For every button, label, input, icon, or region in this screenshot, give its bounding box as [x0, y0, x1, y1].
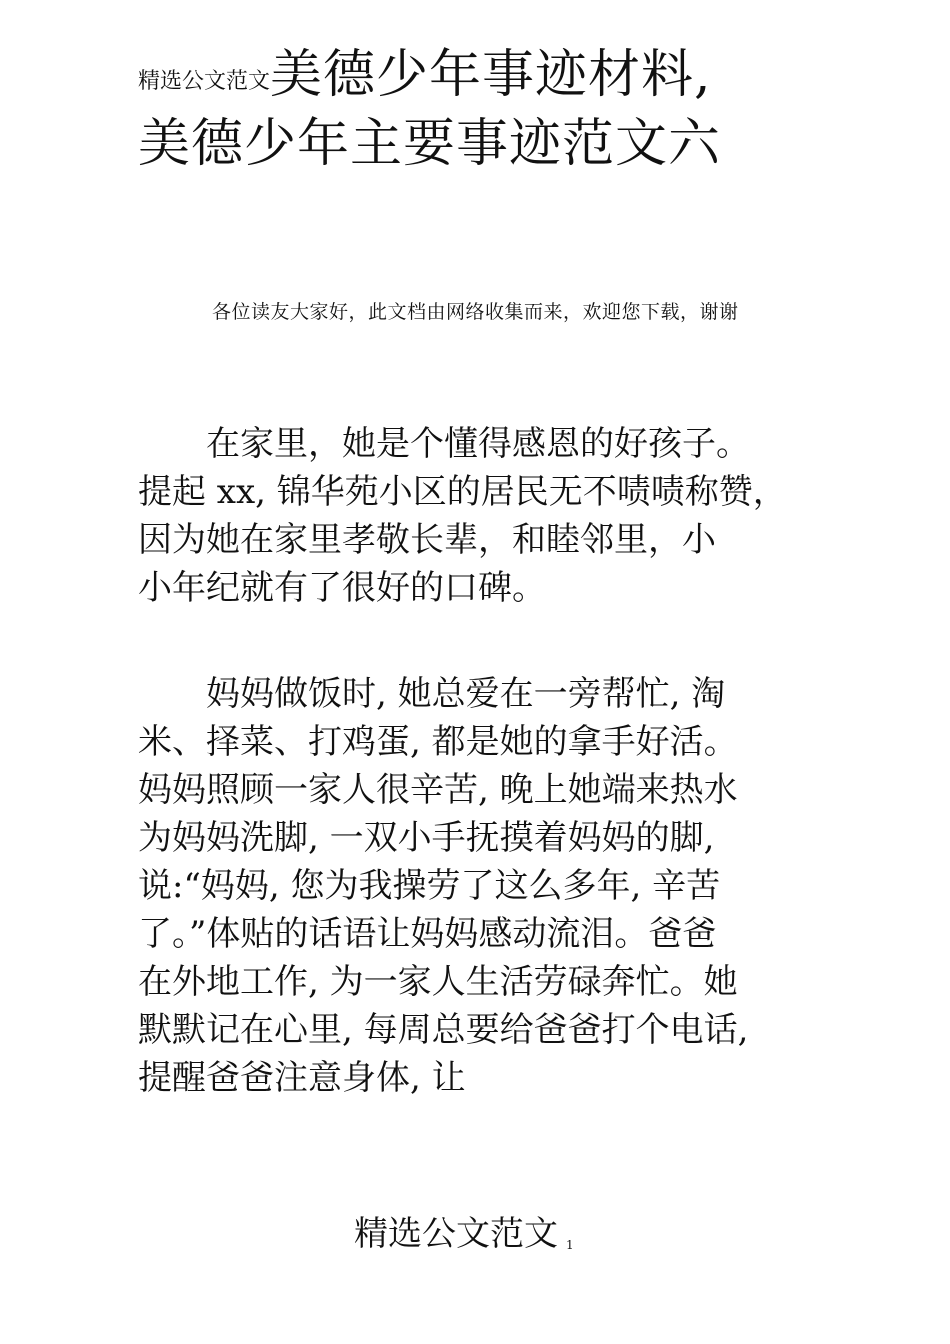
paragraph-line: 为妈妈洗脚, 一双小手抚摸着妈妈的脚, [138, 818, 715, 858]
paragraph-line: 妈妈照顾一家人很辛苦, 晚上她端来热水 [138, 770, 738, 810]
document-title [138, 44, 898, 175]
paragraph-line: 妈妈做饭时, 她总爱在一旁帮忙, 淘 [138, 674, 726, 714]
reader-notice: 各位读友大家好，此文档由网络收集而来，欢迎您下载，谢谢 [212, 301, 739, 323]
title-text-1: 美德少年事迹材料, [270, 45, 712, 105]
title-line-2: 美德少年主要事迹范文六 [138, 114, 722, 174]
paragraph-line: 小年纪就有了很好的口碑。 [138, 568, 546, 608]
title-line-1 [138, 44, 898, 113]
paragraph-line: 在外地工作, 为一家人生活劳碌奔忙。她 [138, 962, 738, 1002]
paragraph-line: 在家里，她是个懂得感恩的好孩子。 [138, 424, 750, 464]
header-prefix: 精选公文范文 [138, 69, 271, 94]
paragraph-line: 说:“妈妈, 您为我操劳了这么多年, 辛苦 [138, 866, 721, 906]
paragraph-line: 了。”体贴的话语让妈妈感动流泪。爸爸 [138, 914, 717, 954]
paragraph-line: 米、择菜、打鸡蛋, 都是她的拿手好活。 [138, 722, 738, 762]
paragraph-line: 因为她在家里孝敬长辈，和睦邻里，小 [138, 520, 716, 560]
paragraph-1 [138, 420, 787, 612]
paragraph-2 [138, 670, 748, 1102]
page-number: 1 [566, 1238, 574, 1252]
page-footer [354, 1210, 574, 1269]
footer-label: 精选公文范文 [354, 1214, 558, 1254]
paragraph-line: 提起 xx, 锦华苑小区的居民无不啧啧称赞， [138, 472, 787, 512]
paragraph-line: 默默记在心里, 每周总要给爸爸打个电话, [138, 1010, 749, 1050]
paragraph-line: 提醒爸爸注意身体, 让 [138, 1058, 466, 1098]
